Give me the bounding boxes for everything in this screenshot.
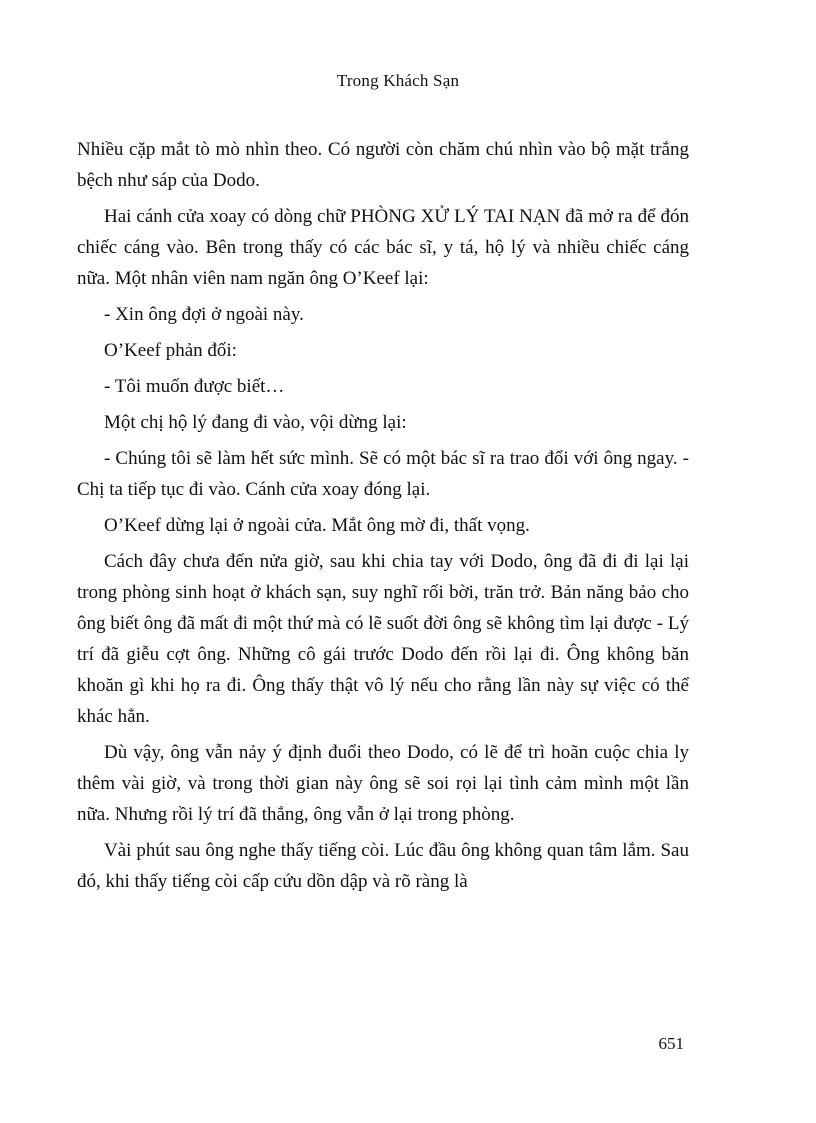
paragraph-6: Một chị hộ lý đang đi vào, vội dừng lại:	[104, 412, 407, 433]
paragraph-9: Cách đây chưa đến nửa giờ, sau khi chia tay với Dodo, ông đã đi đi lại lại trong phòng sinh hoạt ở khách sạn, suy nghĩ rối bời, trăn trở. Bản năng bảo cho ông biết ông đã mất đi một thứ mà có lẽ suốt đời ông sẽ không tìm lại được - Lý trí đã giễu cợt ông. Những cô gái trước Dodo đến rồi lại đi. Ông không băn khoăn gì khi họ ra đi. Ông thấy thật vô lý nếu cho rằng lần này sự việc có thể khác hẳn.	[77, 551, 689, 727]
page-number: 651	[658, 1034, 684, 1053]
paragraph-4: O’Keef phản đối:	[104, 340, 237, 361]
paragraph-11: Vài phút sau ông nghe thấy tiếng còi. Lúc đầu ông không quan tâm lắm. Sau đó, khi thấy tiếng còi cấp cứu dồn dập và rõ ràng là	[77, 840, 689, 892]
paragraph-7: - Chúng tôi sẽ làm hết sức mình. Sẽ có một bác sĩ ra trao đổi với ông ngay. - Chị ta tiếp tục đi vào. Cánh cửa xoay đóng lại.	[77, 448, 689, 500]
paragraph-2: Hai cánh cửa xoay có dòng chữ PHÒNG XỬ LÝ TAI NẠN đã mở ra để đón chiếc cáng vào. Bên trong thấy có các bác sĩ, y tá, hộ lý và nhiều chiếc cáng nữa. Một nhân viên nam ngăn ông O’Keef lại:	[77, 206, 689, 289]
body-text	[77, 134, 689, 902]
paragraph-8: O’Keef dừng lại ở ngoài cửa. Mắt ông mờ đi, thất vọng.	[104, 515, 530, 536]
paragraph-1: Nhiều cặp mắt tò mò nhìn theo. Có người còn chăm chú nhìn vào bộ mặt trắng bệch như sáp của Dodo.	[77, 139, 689, 191]
paragraph-5: - Tôi muốn được biết…	[104, 376, 285, 397]
paragraph-10: Dù vậy, ông vẫn nảy ý định đuổi theo Dodo, có lẽ để trì hoãn cuộc chia ly thêm vài giờ, và trong thời gian này ông sẽ soi rọi lại tình cảm mình một lần nữa. Nhưng rồi lý trí đã thắng, ông vẫn ở lại trong phòng.	[77, 742, 689, 825]
running-header: Trong Khách Sạn	[336, 71, 460, 90]
paragraph-3: - Xin ông đợi ở ngoài này.	[104, 304, 304, 325]
page-edge	[811, 0, 816, 1123]
